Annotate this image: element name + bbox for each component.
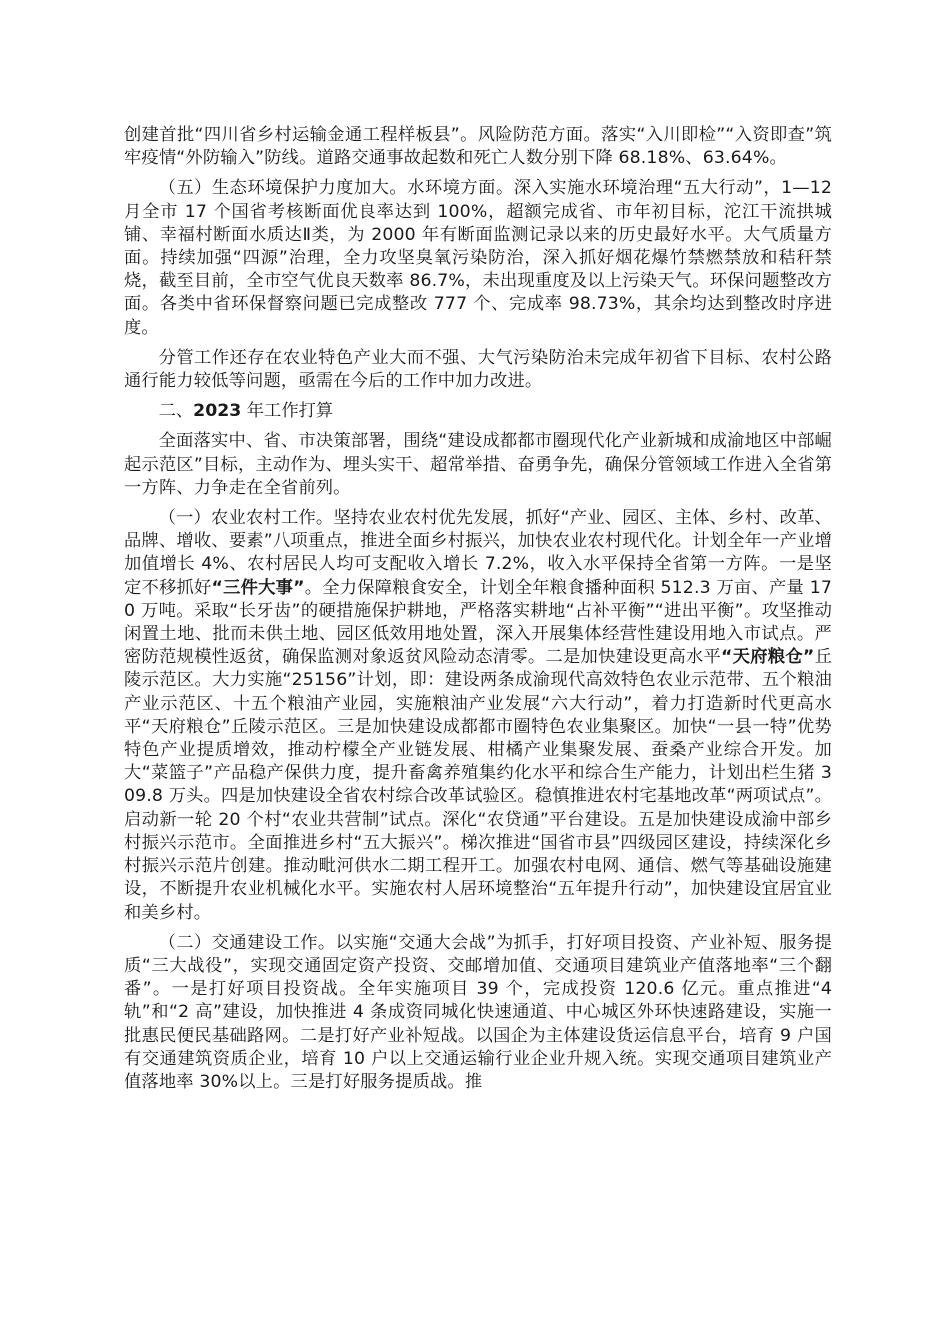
heading-year: 2023 xyxy=(193,401,242,422)
paragraph-risk-prevention: 创建首批“四川省乡村运输金通工程样板县”。风险防范方面。落实“入川即检”“入资即查”筑牢疫情“外防输入”防线。道路交通事故起数和死亡人数分别下降 68.18%、63.64%。 xyxy=(124,125,832,169)
paragraph-problems: 分管工作还存在农业特色产业大而不强、大气污染防治未完成年初省下目标、农村公路通行能力较低等问题，亟需在今后的工作中加力改进。 xyxy=(124,347,832,392)
section-heading-2023-plan xyxy=(124,400,832,423)
paragraph-ecology: （五）生态环境保护力度加大。水环境方面。深入实施水环境治理“五大行动”，1—12 月全市 17 个国省考核断面优良率达到 100%，超额完成省、市年初目标，沱江干流拱城铺、幸福村断面水质达Ⅱ类，为 2000 年有断面监测记录以来的历史最好水平。大气质量方面。持续加强“四源”治理，全力攻坚臭氧污染防治，深入抓好烟花爆竹禁燃禁放和秸秆禁烧，截至目前，全市空气优良天数率 86.7%，未出现重度及以上污染天气。环保问题整改方面。各类中省环保督察问题已完成整改 777 个、完成率 98.73%，其余均达到整改时序进度。 xyxy=(124,178,832,338)
agri-text-3: 丘陵示范区。大力实施“25156”计划，即：建设两条成渝现代高效特色农业示范带、五个粮油产业示范区、十五个粮油产业园，实施粮油产业发展“六大行动”，着力打造新时代更高水平“天府粮仓”丘陵示范区。三是加快建设成都都市圈特色农业集聚区。加快“一县一特”优势特色产业提质增效，推动柠檬全产业链发展、柑橘产业集聚发展、蚕桑产业综合开发。加大“菜篮子”产品稳产保供力度，提升畜禽养殖集约化水平和综合生产能力，计划出栏生猪 309.8 万头。四是加快建设全省农村综合改革试验区。稳慎推进农村宅基地改革“两项试点”。启动新一轮 20 个村“农业共营制”试点。深化“农贷通”平台建设。五是加快建设成渝中部乡村振兴示范市。全面推进乡村“五大振兴”。梯次推进“国省市县”四级园区建设，持续深化乡村振兴示范片创建。推动毗河供水二期工程开工。加强农村电网、通信、燃气等基础设施建设，不断提升农业机械化水平。实施农村人居环境整治“五年提升行动”，加快建设宜居宜业和美乡村。 xyxy=(124,647,832,923)
agri-text-1: （一）农业农村工作。坚持农业农村优先发展，抓好“产业、园区、主体、乡村、改革、品牌、增收、要素”八项重点，推进全面乡村振兴，加快农业农村现代化。计划全年一产业增加值增长 4%、农村居民人均可支配收入增长 7.2%，收入水平保持全省第一方阵。一是坚定不移抓好 xyxy=(124,508,832,598)
document-page xyxy=(124,124,832,1101)
heading-suffix: 年工作打算 xyxy=(241,401,334,422)
agri-bold-three-events: “三件大事” xyxy=(211,577,305,598)
heading-prefix: 二、 xyxy=(158,401,194,422)
agri-bold-tianfu-granary: “天府粮仓” xyxy=(721,647,815,668)
paragraph-overall-goal: 全面落实中、省、市决策部署，围绕“建设成都都市圈现代化产业新城和成渝地区中部崛起示范区”目标，主动作为、埋头实干、超常举措、奋勇争先，确保分管领域工作进入全省第一方阵、力争走在全省前列。 xyxy=(124,431,832,498)
paragraph-transport: （二）交通建设工作。以实施“交通大会战”为抓手，打好项目投资、产业补短、服务提质“三大战役”，实现交通固定资产投资、交邮增加值、交通项目建筑业产值落地率“三个翻番”。一是打好项目投资战。全年实施项目 39 个，完成投资 120.6 亿元。重点推进“4 轨”和“2 高”建设，加快推进 4 条成资同城化快速通道、中心城区外环快速路建设，实施一批惠民便民基础路网。二是打好产业补短战。以国企为主体建设货运信息平台，培育 9 户国有交通建筑资质企业，培育 10 户以上交通运输行业企业升规入统。实现交通项目建筑业产值落地率 30%以上。三是打好服务提质战。推 xyxy=(124,932,832,1092)
agri-text-2: 。全力保障粮食安全，计划全年粮食播种面积 512.3 万亩、产量 170 万吨。采取“长牙齿”的硬措施保护耕地，严格落实耕地“占补平衡”“进出平衡”。攻坚推动闲置土地、批而未供土地、园区低效用地处置，深入开展集体经营性建设用地入市试点。严密防范规模性返贫，确保监测对象返贫风险动态清零。二是加快建设更高水平 xyxy=(124,577,832,668)
paragraph-agriculture xyxy=(124,507,832,925)
